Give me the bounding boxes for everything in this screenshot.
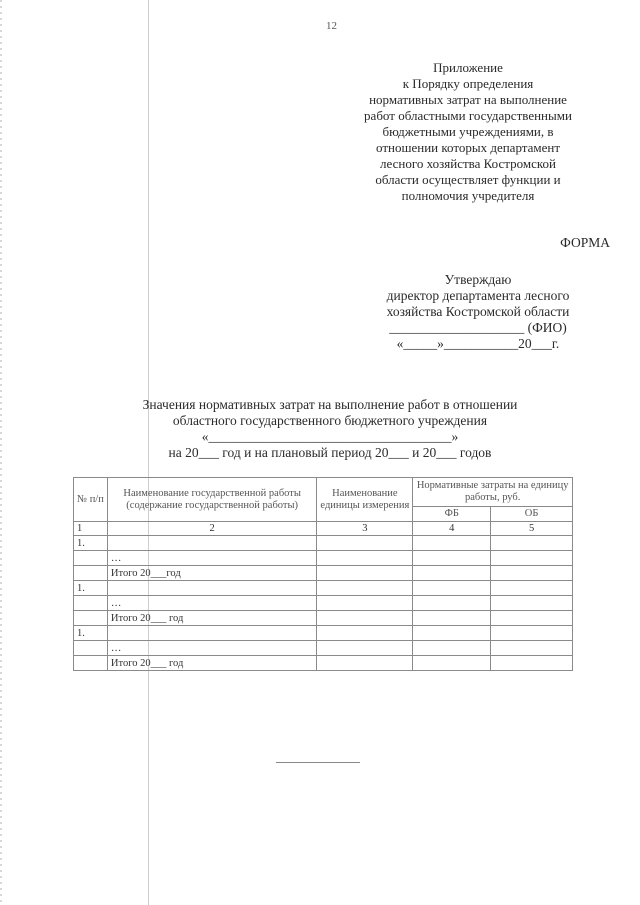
table-row [74, 581, 573, 596]
title-line: на 20___ год и на плановый период 20___ и 20___ годов [168, 445, 492, 460]
table-cell: 1. [74, 536, 108, 551]
approval-line: директор департамента лесного [386, 288, 570, 303]
table-cell [491, 596, 573, 611]
table-cell [413, 611, 491, 626]
table-cell: … [107, 596, 317, 611]
title-line: Значения нормативных затрат на выполнение работ в отношении [142, 397, 518, 412]
table-cell [491, 581, 573, 596]
table-cell: 1. [74, 581, 108, 596]
total-label: Итого 20___ год [107, 656, 317, 671]
table-cell [317, 551, 413, 566]
table-row [74, 596, 573, 611]
total-label: Итого 20___ год [107, 611, 317, 626]
table-cell [317, 566, 413, 581]
header-work-name: Наименование государственной работы (содержание государственной работы) [107, 478, 317, 522]
table-row [74, 536, 573, 551]
header-unit: Наименование единицы измерения [317, 478, 413, 522]
table-cell: … [107, 641, 317, 656]
table-cell [107, 626, 317, 641]
table-cell [107, 581, 317, 596]
table-cell [74, 611, 108, 626]
table-cell [491, 551, 573, 566]
table-cell [413, 656, 491, 671]
table-cell [317, 536, 413, 551]
table-cell [317, 626, 413, 641]
appendix-line: полномочия учредителя [401, 188, 535, 203]
table-cell [317, 656, 413, 671]
table-cell [413, 641, 491, 656]
table-row [74, 641, 573, 656]
header-num: № п/п [74, 478, 108, 522]
approval-line: Утверждаю [444, 272, 512, 287]
appendix-header [318, 60, 618, 204]
appendix-line: отношении которых департамент [375, 140, 561, 155]
approval-date-line: «_____»___________20___г. [396, 336, 560, 351]
table-cell [317, 581, 413, 596]
total-label: Итого 20___год [107, 566, 317, 581]
table-cell [74, 656, 108, 671]
header-costs: Нормативные затраты на единицу работы, руб. [413, 478, 573, 507]
approval-signature-line: ____________________ (ФИО) [389, 320, 567, 335]
closing-rule [276, 762, 360, 763]
title-line: «____________________________________» [201, 429, 459, 444]
table-cell [413, 551, 491, 566]
column-number: 4 [413, 522, 491, 536]
table-cell [413, 536, 491, 551]
table-cell [413, 626, 491, 641]
table-row-total [74, 656, 573, 671]
table-cell [413, 566, 491, 581]
approval-block [358, 272, 598, 352]
header-fb: ФБ [413, 507, 491, 522]
table-cell: 1. [74, 626, 108, 641]
form-label: ФОРМА [560, 235, 610, 250]
table-cell [491, 611, 573, 626]
table-cell [74, 566, 108, 581]
table-row-total [74, 566, 573, 581]
scan-edge [0, 0, 2, 905]
appendix-line: бюджетными учреждениями, в [382, 124, 554, 139]
appendix-line: лесного хозяйства Костромской [380, 156, 556, 171]
table-row [74, 626, 573, 641]
table-row-total [74, 611, 573, 626]
table-cell [491, 641, 573, 656]
appendix-line: работ областными государственными [364, 108, 572, 123]
appendix-line: Приложение [433, 60, 503, 75]
appendix-line: нормативных затрат на выполнение [369, 92, 567, 107]
header-ob: ОБ [491, 507, 573, 522]
table-cell: … [107, 551, 317, 566]
table-cell [74, 551, 108, 566]
page-number: 12 [326, 20, 337, 32]
table-cell [491, 626, 573, 641]
norm-costs-table [73, 477, 573, 671]
table-cell [491, 656, 573, 671]
table-cell [317, 641, 413, 656]
column-number: 3 [317, 522, 413, 536]
column-number-row [74, 522, 573, 536]
table-cell [413, 581, 491, 596]
column-number: 1 [74, 522, 108, 536]
table-cell [107, 536, 317, 551]
column-number: 5 [491, 522, 573, 536]
approval-line: хозяйства Костромской области [386, 304, 570, 319]
table-cell [317, 611, 413, 626]
column-number: 2 [107, 522, 317, 536]
title-line: областного государственного бюджетного учреждения [172, 413, 488, 428]
table-cell [491, 536, 573, 551]
table-cell [317, 596, 413, 611]
document-title [95, 397, 565, 461]
table-cell [491, 566, 573, 581]
table-cell [74, 596, 108, 611]
appendix-line: к Порядку определения [402, 76, 534, 91]
appendix-line: области осуществляет функции и [375, 172, 561, 187]
table-row [74, 551, 573, 566]
table-cell [74, 641, 108, 656]
table-cell [413, 596, 491, 611]
